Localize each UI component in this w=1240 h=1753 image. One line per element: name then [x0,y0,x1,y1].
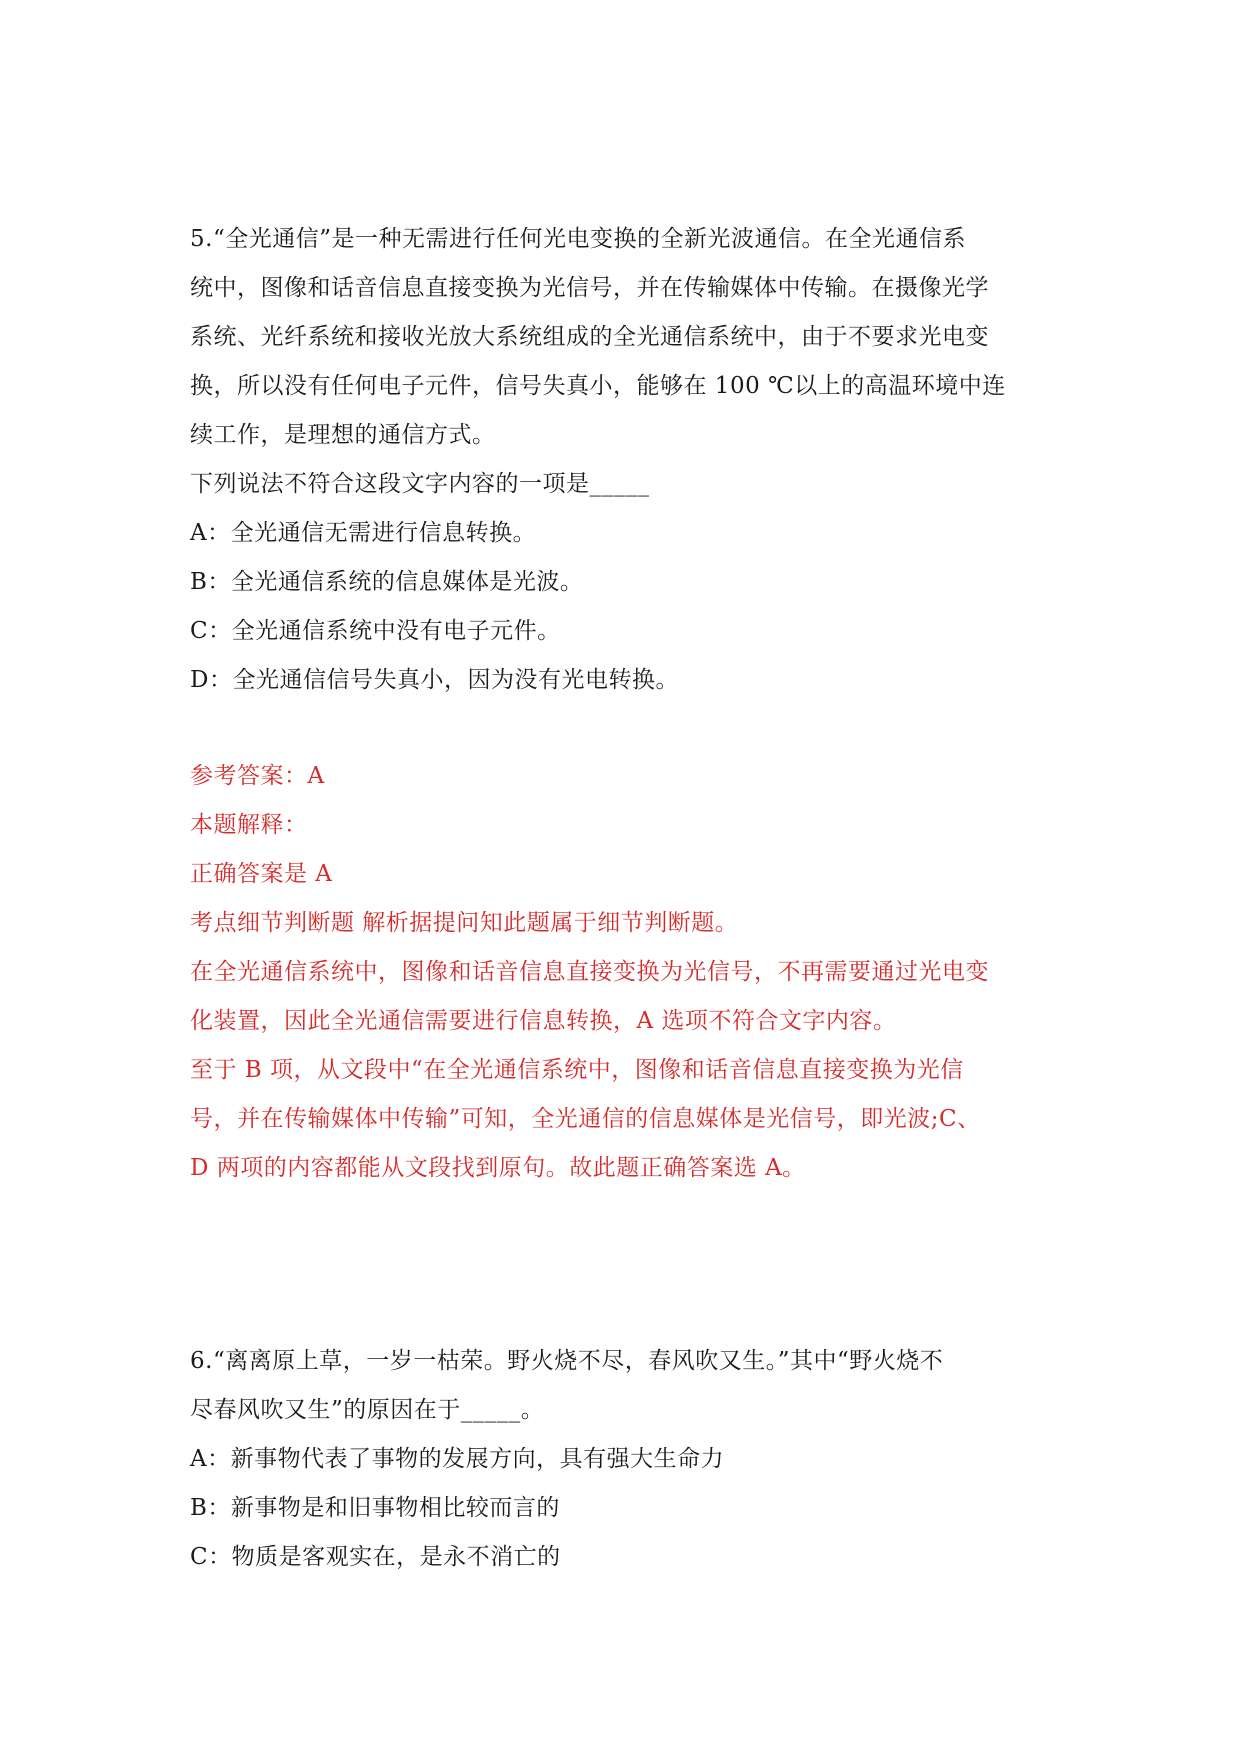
question-5-stem-line: 5.“全光通信”是一种无需进行任何光电变换的全新光波通信。在全光通信系 [190,226,966,252]
question-6-option-b: B：新事物是和旧事物相比较而言的 [190,1495,560,1521]
explanation-line: 正确答案是 A [190,861,333,887]
question-5 [190,215,1060,705]
question-5-prompt: 下列说法不符合这段文字内容的一项是_____ [190,471,650,497]
explanation-line: D 两项的内容都能从文段找到原句。故此题正确答案选 A。 [190,1155,806,1181]
question-5-option-b: B：全光通信系统的信息媒体是光波。 [190,569,584,595]
question-6 [190,1337,1060,1582]
question-6-option-c: C：物质是客观实在，是永不消亡的 [190,1544,561,1570]
question-5-answer-section [190,752,1060,1193]
explanation-title: 本题解释： [190,812,308,838]
explanation-line: 在全光通信系统中，图像和话音信息直接变换为光信号，不再需要通过光电变 [190,959,989,985]
question-6-stem-line: 尽春风吹又生”的原因在于_____。 [190,1397,545,1423]
question-5-stem-line: 换，所以没有任何电子元件，信号失真小，能够在 100 ℃以上的高温环境中连 [190,373,1006,399]
reference-answer: 参考答案：A [190,763,325,789]
question-5-option-a: A：全光通信无需进行信息转换。 [190,520,537,546]
explanation-line: 化装置，因此全光通信需要进行信息转换，A 选项不符合文字内容。 [190,1008,897,1034]
question-5-option-c: C：全光通信系统中没有电子元件。 [190,618,561,644]
question-5-stem-line: 系统、光纤系统和接收光放大系统组成的全光通信系统中，由于不要求光电变 [190,324,989,350]
question-5-stem-line: 续工作，是理想的通信方式。 [190,422,496,448]
question-5-option-d: D：全光通信信号失真小，因为没有光电转换。 [190,667,679,693]
explanation-line: 至于 B 项，从文段中“在全光通信系统中，图像和话音信息直接变换为光信 [190,1057,964,1083]
question-5-stem-line: 统中，图像和话音信息直接变换为光信号，并在传输媒体中传输。在摄像光学 [190,275,989,301]
explanation-line: 考点细节判断题 解析据提问知此题属于细节判断题。 [190,910,739,936]
question-6-stem-line: 6.“离离原上草，一岁一枯荣。野火烧不尽，春风吹又生。”其中“野火烧不 [190,1348,944,1374]
explanation-line: 号，并在传输媒体中传输”可知，全光通信的信息媒体是光信号，即光波;C、 [190,1106,981,1132]
question-6-option-a: A：新事物代表了事物的发展方向，具有强大生命力 [190,1446,725,1472]
